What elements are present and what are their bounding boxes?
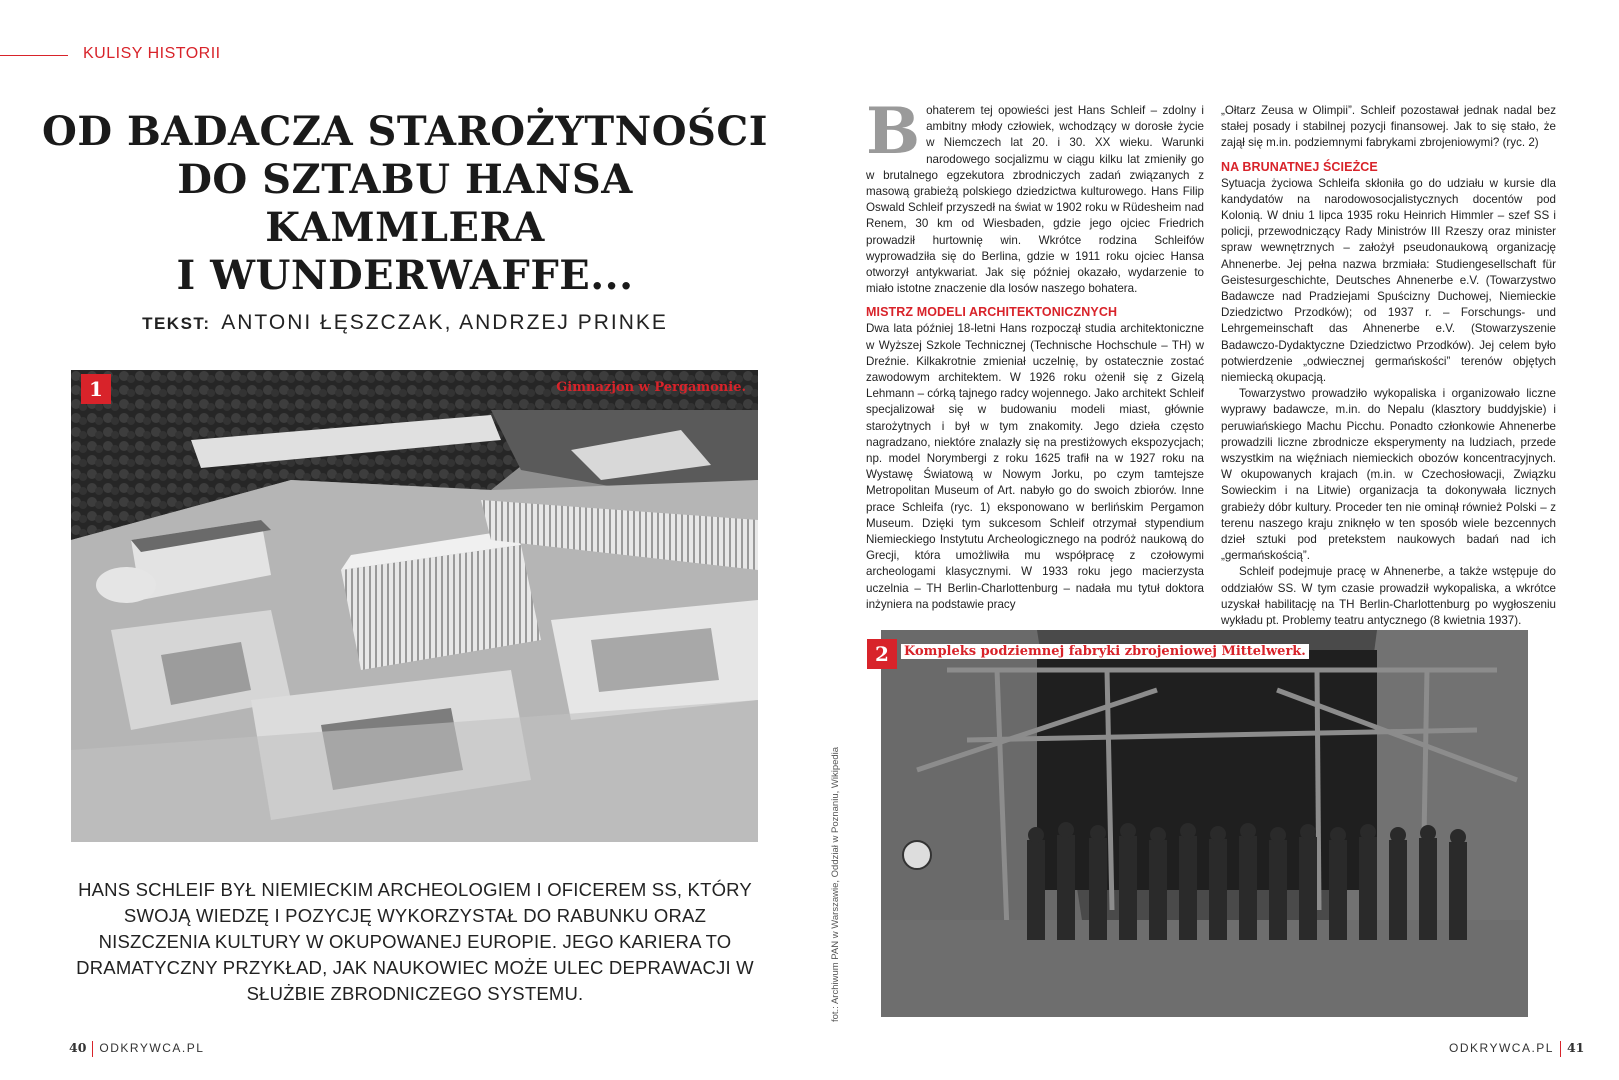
folio-divider-left bbox=[92, 1041, 93, 1057]
subheading-2: NA BRUNATNEJ ŚCIEŻCE bbox=[1221, 159, 1378, 174]
article-paragraph-6: Schleif podejmuje pracę w Ahnenerbe, a także wstępuje do oddziałów SS. W tym czasie prowadził wykopaliska, a wkrótce uzyskał habilitację na TH Berlin-Charlottenburg po wygłoszeniu wykładu pt. Problemy teatru antycznego (8 kwietnia 1937). bbox=[1221, 565, 1556, 628]
article-paragraph-1: ohaterem tej opowieści jest Hans Schleif – zdolny i ambitny młody człowiek, wchodzący w dorosłe życie w Niemczech lat 20. i 30. XX wieku. Warunki narodowego socjalizmu w ciągu kilku lat zmieniły go w brutalnego egzekutora zbrodniczych zadań związanych z masową grabieżą polskiego dziedzictwa kulturowego. Hans Filip Oswald Schleif przyszedł na świat w 1902 roku w Rüdesheim nad Renem, 30 km od Wiesbaden, gdzie jego ojciec Friedrich prowadził hurtownię win. Wkrótce rodzina Schleifów wyprowadziła się do Berlina, gdzie w 1911 roku ojciec Hansa otworzył antykwariat. Jak się później okazało, wydarzenie to miało istotne znaczenie dla losów naszego bohatera. bbox=[866, 104, 1204, 296]
figure-2-number: 2 bbox=[867, 639, 897, 669]
dropcap: B bbox=[866, 94, 921, 169]
photo-credit: fot.: Archiwum PAN w Warszawie, Oddział w Poznaniu, Wikipedia bbox=[830, 746, 841, 1022]
site-name-right: ODKRYWCA.PL bbox=[1449, 1041, 1554, 1055]
figure-1-caption: Gimnazjon w Pergamonie. bbox=[556, 380, 746, 395]
byline-authors: ANTONI ŁĘSZCZAK, ANDRZEJ PRINKE bbox=[221, 311, 668, 334]
photo-pergamon-model bbox=[71, 370, 758, 842]
headline bbox=[40, 108, 770, 300]
article-column-2 bbox=[1221, 103, 1556, 629]
article-paragraph-4: Sytuacja życiowa Schleifa skłoniła go do udziału w kursie dla kandydatów na narodowosocjalistycznych docentów pod Kolonią. W dniu 1 lipca 1935 roku Heinrich Himmler – szef SS i policji, przewodniczący Rady Ministrów III Rzeszy oraz minister spraw wewnętrznych – założył pseudonaukową organizację Ahnenerbe. Jej pełna nazwa brzmiała: Studiengesellschaft für Geistesurgeschichte, Deutsches Ahnenerbe e.V. (Towarzystwo Badawcze nad Pradziejami Spuścizny Duchowej, Niemieckie Dziedzictwo Przodków); od 1937 r. – Forschungs- und Lehrgemeinschaft das Ahnenerbe e.V. (Stowarzyszenie Badawczo-Dydaktyczne Dziedzictwo Przodków). Jej celem było potwierdzenie „odwiecznej germańskości” terenów objętych niemiecką okupacją. bbox=[1221, 176, 1556, 385]
folio-divider-right bbox=[1560, 1041, 1561, 1057]
headline-line-3: I WUNDERWAFFE... bbox=[176, 252, 634, 299]
photo-2-margin-right bbox=[1528, 630, 1550, 1017]
lead-paragraph: HANS SCHLEIF BYŁ NIEMIECKIM ARCHEOLOGIEM I OFICEREM SS, KTÓRY SWOJĄ WIEDZĘ I POZYCJĘ WYKORZYSTAŁ DO RABUNKU ORAZ NISZCZENIA KULTURY W OKUPOWANEJ EUROPIE. JEGO KARIERA TO DRAMATYCZNY PRZYKŁAD, JAK NAUKOWIEC MOŻE ULEC DEPRAWACJI W SŁUŻBIE ZBRODNICZEGO SYSTEMU. bbox=[76, 879, 754, 1004]
article-paragraph-2: Dwa lata później 18-letni Hans rozpoczął studia architektoniczne w Wyższej Szkole Technicznej (Technische Hochschule – TH) w Dreźnie. Kilkakrotnie zmieniał uczelnię, by ostatecznie zostać zawodowym architektem. W 1926 roku ożenił się z Gizelą Lehmann – córką tajnego radcy wojennego. Jako architekt Schleif specjalizował się w budowaniu modeli miast, głównie starożytnych i był w tym znakomity. Jego dzieła często nagradzano, niektóre znalazły się na prestiżowych ekspozycjach; np. model Norymbergi z roku 1625 trafił na w 1927 roku na Wystawę Światową w Nowym Jorku, po czym tamtejsze Metropolitan Museum of Art. nabyło go do swoich zbiorów. Inne prace Schleifa (ryc. 1) eksponowano w berlińskim Pergamon Museum. Dzięki tym sukcesom Schleif otrzymał stypendium Niemieckiego Instytutu Archeologicznego na podróż naukową do Grecji, która umożliwiła mu współpracę z czołowymi archeologami klasycznymi. W 1933 roku jego macierzysta uczelnia – TH Berlin-Charlottenburg – nadała mu tytuł doktora inżyniera na podstawie pracy bbox=[866, 322, 1204, 611]
page-number-right: 41 bbox=[1566, 1040, 1585, 1055]
article-paragraph-5: Towarzystwo prowadziło wykopaliska i organizowało liczne wyprawy badawcze, m.in. do Nepalu (klasztory buddyjskie) i peruwiańskiego Machu Picchu. Ponadto członkowie Ahnenerbe prowadzili liczne zbrodnicze eksperymenty na ludziach, przede wszystkim na więźniach niemieckich obozów koncentracyjnych. W okupowanych krajach (m.in. w Czechosłowacji, Związku Sowieckim i na Litwie) organizacja ta dokonywała licznych grabieży dóbr kultury. Proceder ten nie ominął również Polski – z terenu naszego kraju zniknęło w ten sposób wiele bezcennych dzieł sztuki pod pretekstem naukowych badań nad ich „germańskością”. bbox=[1221, 387, 1556, 563]
page-number-left: 40 bbox=[69, 1040, 87, 1055]
byline bbox=[40, 311, 770, 335]
site-name-left: ODKRYWCA.PL bbox=[99, 1041, 205, 1055]
byline-prefix: TEKST: bbox=[142, 314, 211, 333]
folio-left bbox=[69, 1040, 204, 1057]
headline-line-1: OD BADACZA STAROŻYTNOŚCI bbox=[42, 108, 768, 155]
article-column-1 bbox=[866, 94, 1204, 613]
photo-2-margin-left bbox=[857, 630, 881, 1017]
section-rule bbox=[0, 55, 68, 56]
figure-1-number: 1 bbox=[81, 374, 111, 404]
pergamon-model-image bbox=[71, 370, 758, 842]
figure-2-caption: Kompleks podziemnej fabryki zbrojeniowej Mittelwerk. bbox=[901, 644, 1309, 659]
mittelwerk-image bbox=[857, 630, 1550, 1017]
photo-mittelwerk bbox=[857, 630, 1550, 1017]
folio-right bbox=[1449, 1040, 1584, 1057]
section-label: KULISY HISTORII bbox=[83, 45, 221, 62]
headline-line-2: DO SZTABU HANSA KAMMLERA bbox=[177, 156, 633, 251]
subheading-1: MISTRZ MODELI ARCHITEKTONICZNYCH bbox=[866, 305, 1118, 320]
article-intro bbox=[866, 94, 1204, 297]
article-paragraph-3: „Ołtarz Zeusa w Olimpii”. Schleif pozostawał jednak nadal bez stałej posady i stabilnej pozycji finansowej. Jak to się stało, że zajął się m.in. podziemnymi fabrykami zbrojeniowymi? (ryc. 2) bbox=[1221, 104, 1556, 150]
